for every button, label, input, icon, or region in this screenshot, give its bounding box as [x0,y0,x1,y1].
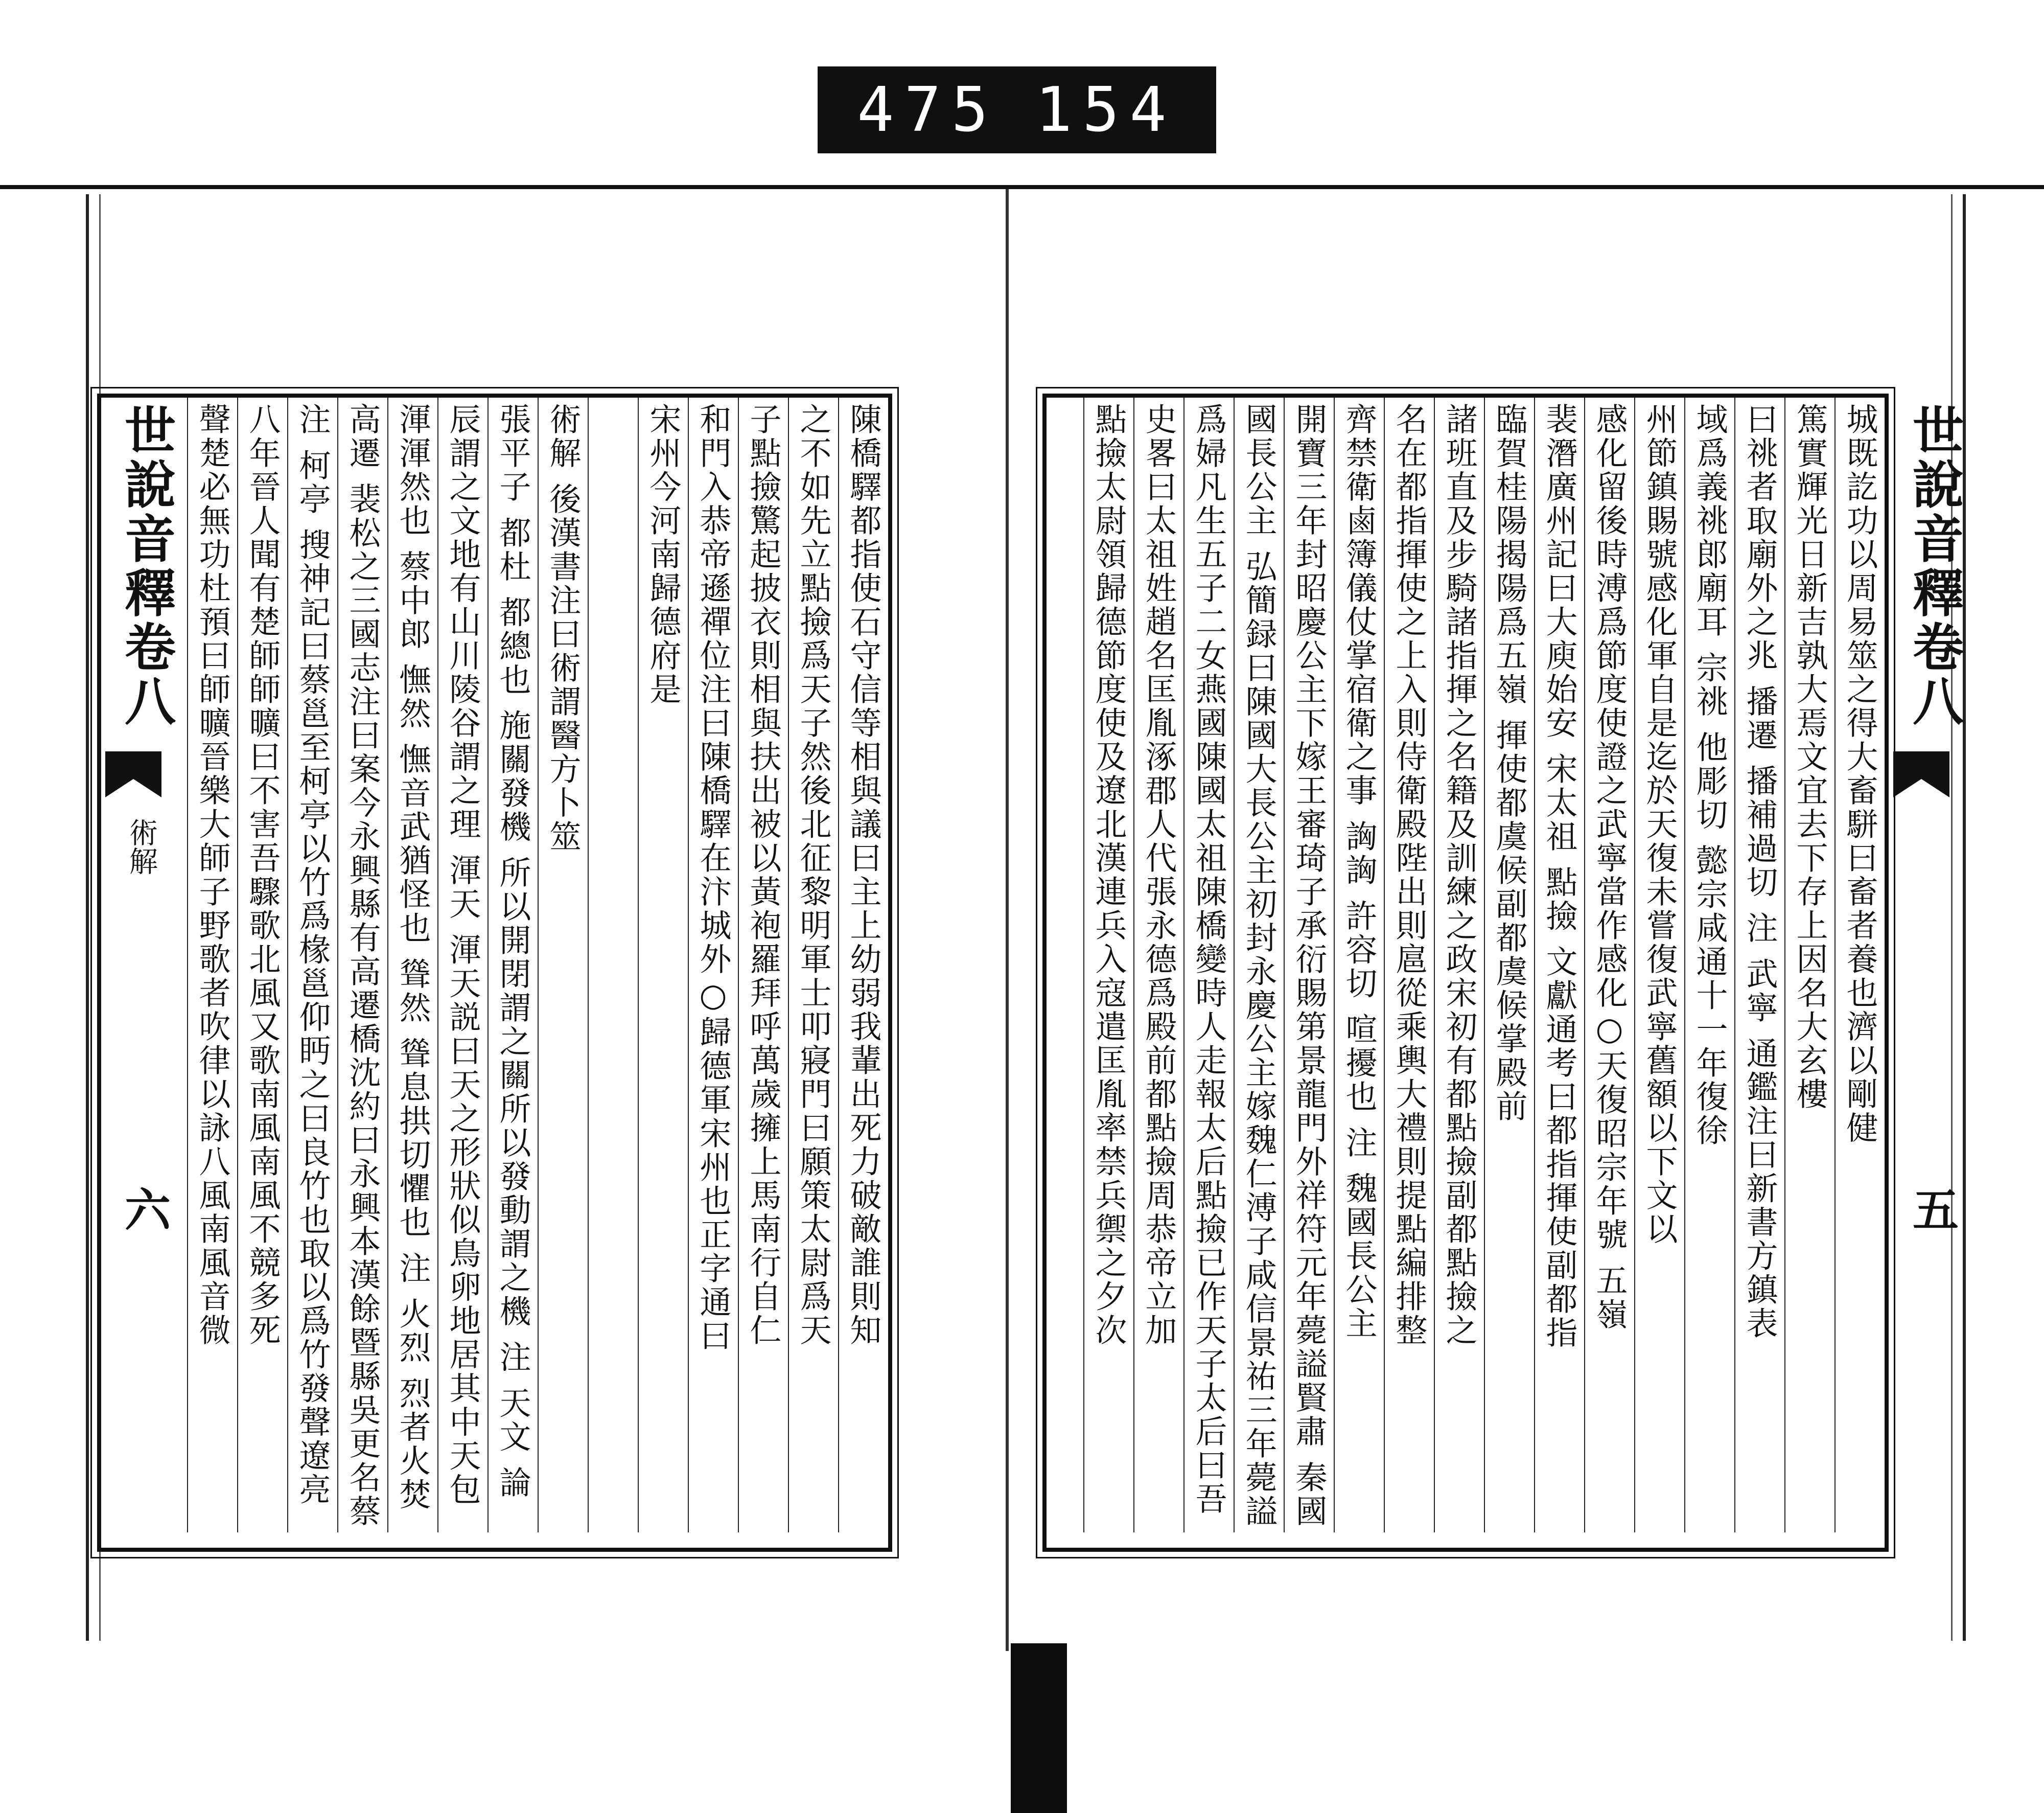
right-columns [1047,398,1885,1548]
text-column: 渾渾然也 蔡中郎 憮然 憮音武猶怪也 聳然 聳息拱切懼也 注 火烈 烈者火焚 [387,398,437,1532]
text-column: 曰祧者取廟外之兆 播遷 播補過切 注 武寧 通鑑注曰新書方鎮表 [1734,398,1784,1532]
right-page-margin [1888,394,1964,1544]
archive-number-label [818,66,1216,153]
text-column: 齊禁衛鹵簿儀仗掌宿衛之事 詾詾 許容切 喧擾也 注 魏國長公主 [1334,398,1384,1532]
text-column: 子點撿驚起披衣則相與扶出被以黃袍羅拜呼萬歲擁上馬南行自仁 [738,398,788,1532]
fish-tail-mark [1893,751,1949,797]
text-column: 開寶三年封昭慶公主下嫁王審琦子承衍賜第景龍門外祥符元年薨謚賢肅 秦國 [1284,398,1334,1532]
text-column: 宋州今河南歸德府是 [638,398,688,1532]
text-column: 諸班直及步騎諸指揮之名籍及訓練之政宋初有都點撿副都點撿之 [1434,398,1484,1532]
text-column: 城既訖功以周易筮之得大畜駢曰畜者養也濟以剛健 [1834,398,1885,1532]
text-column: 高遷 裴松之三國志注曰案今永興縣有高遷橋沈約曰永興本漢餘暨縣吳更名蔡 [337,398,387,1532]
text-column: 裴潛廣州記曰大庾始安 宋太祖 點撿 文獻通考曰都指揮使副都指 [1534,398,1584,1532]
text-column: 域爲義祧郎廟耳 宗祧 他彫切 懿宗咸通十一年復徐 [1684,398,1734,1532]
text-column: 州節鎮賜號感化軍自是迄於天復未嘗復武寧舊額以下文以 [1634,398,1684,1532]
text-column: 感化留後時溥爲節度使證之武寧當作感化○天復昭宗年號 五嶺 [1584,398,1634,1532]
text-column: 篤實輝光日新吉孰大焉文宜去下存上因名大玄樓 [1784,398,1834,1532]
left-text-block [97,394,892,1552]
margin-section-title: 術解 [125,818,158,875]
text-column: 聲楚必無功杜預曰師曠晉樂大師子野歌者吹律以詠八風南風音微 [187,398,237,1532]
fish-tail-mark [105,751,161,797]
archive-number-right: 154 [1035,74,1177,146]
text-column: 術解 後漢書注曰術謂醫方卜筮 [538,398,588,1532]
binding-tab [1011,1643,1067,1813]
margin-book-title: 世說音釋卷八 [1904,404,1964,729]
text-column: 之不如先立點撿爲天子然後北征黎明軍士叩寢門曰願策太尉爲天 [788,398,838,1532]
left-page-margin [100,394,176,1544]
page-number: 六 [117,1186,171,1232]
archive-number-left: 475 [857,74,998,146]
text-column: 注 柯亭 搜神記曰蔡邕至柯亭以竹爲椽邕仰眄之曰良竹也取以爲竹發聲遼亮 [287,398,337,1532]
right-text-block [1042,394,1889,1552]
text-column: 史畧曰太祖姓趙名匡胤涿郡人代張永德爲殿前都點撿周恭帝立加 [1133,398,1183,1532]
text-column: 和門入恭帝遜禪位注曰陳橋驛在汴城外○歸德軍宋州也正字通曰 [688,398,738,1532]
text-column: 國長公主 弘簡録曰陳國大長公主初封永慶公主嫁魏仁溥子咸信景祐三年薨謚 [1234,398,1284,1532]
text-column: 爲婦凡生五子二女燕國陳國太祖陳橋變時人走報太后點撿已作天子太后曰吾 [1183,398,1234,1532]
page-number: 五 [1904,1186,1959,1232]
margin-book-title: 世說音釋卷八 [116,404,176,729]
text-column: 張平子 都杜 都總也 施關發機 所以開閉謂之關所以發動謂之機 注 天文 論 [487,398,538,1532]
text-column: 名在都指揮使之上入則侍衛殿陛出則扈從乘輿大禮則提點編排整 [1384,398,1434,1532]
text-column: 八年晉人聞有楚師師曠曰不害吾驟歌北風又歌南風南風不競多死 [237,398,287,1532]
book-spine [1006,189,1009,1651]
text-column: 臨賀桂陽揭陽爲五嶺 揮使都虞候副都虞候掌殿前 [1484,398,1534,1532]
scan-top-rule [0,185,2044,189]
text-column [588,398,638,1532]
text-column: 點撿太尉領歸德節度使及遼北漢連兵入寇遣匡胤率禁兵禦之夕次 [1083,398,1133,1532]
text-column: 辰謂之文地有山川陵谷謂之理 渾天 渾天説曰天之形狀似鳥卵地居其中天包 [437,398,487,1532]
left-columns [168,398,888,1548]
text-column: 陳橋驛都指使石守信等相與議曰主上幼弱我輩出死力破敵誰則知 [838,398,888,1532]
